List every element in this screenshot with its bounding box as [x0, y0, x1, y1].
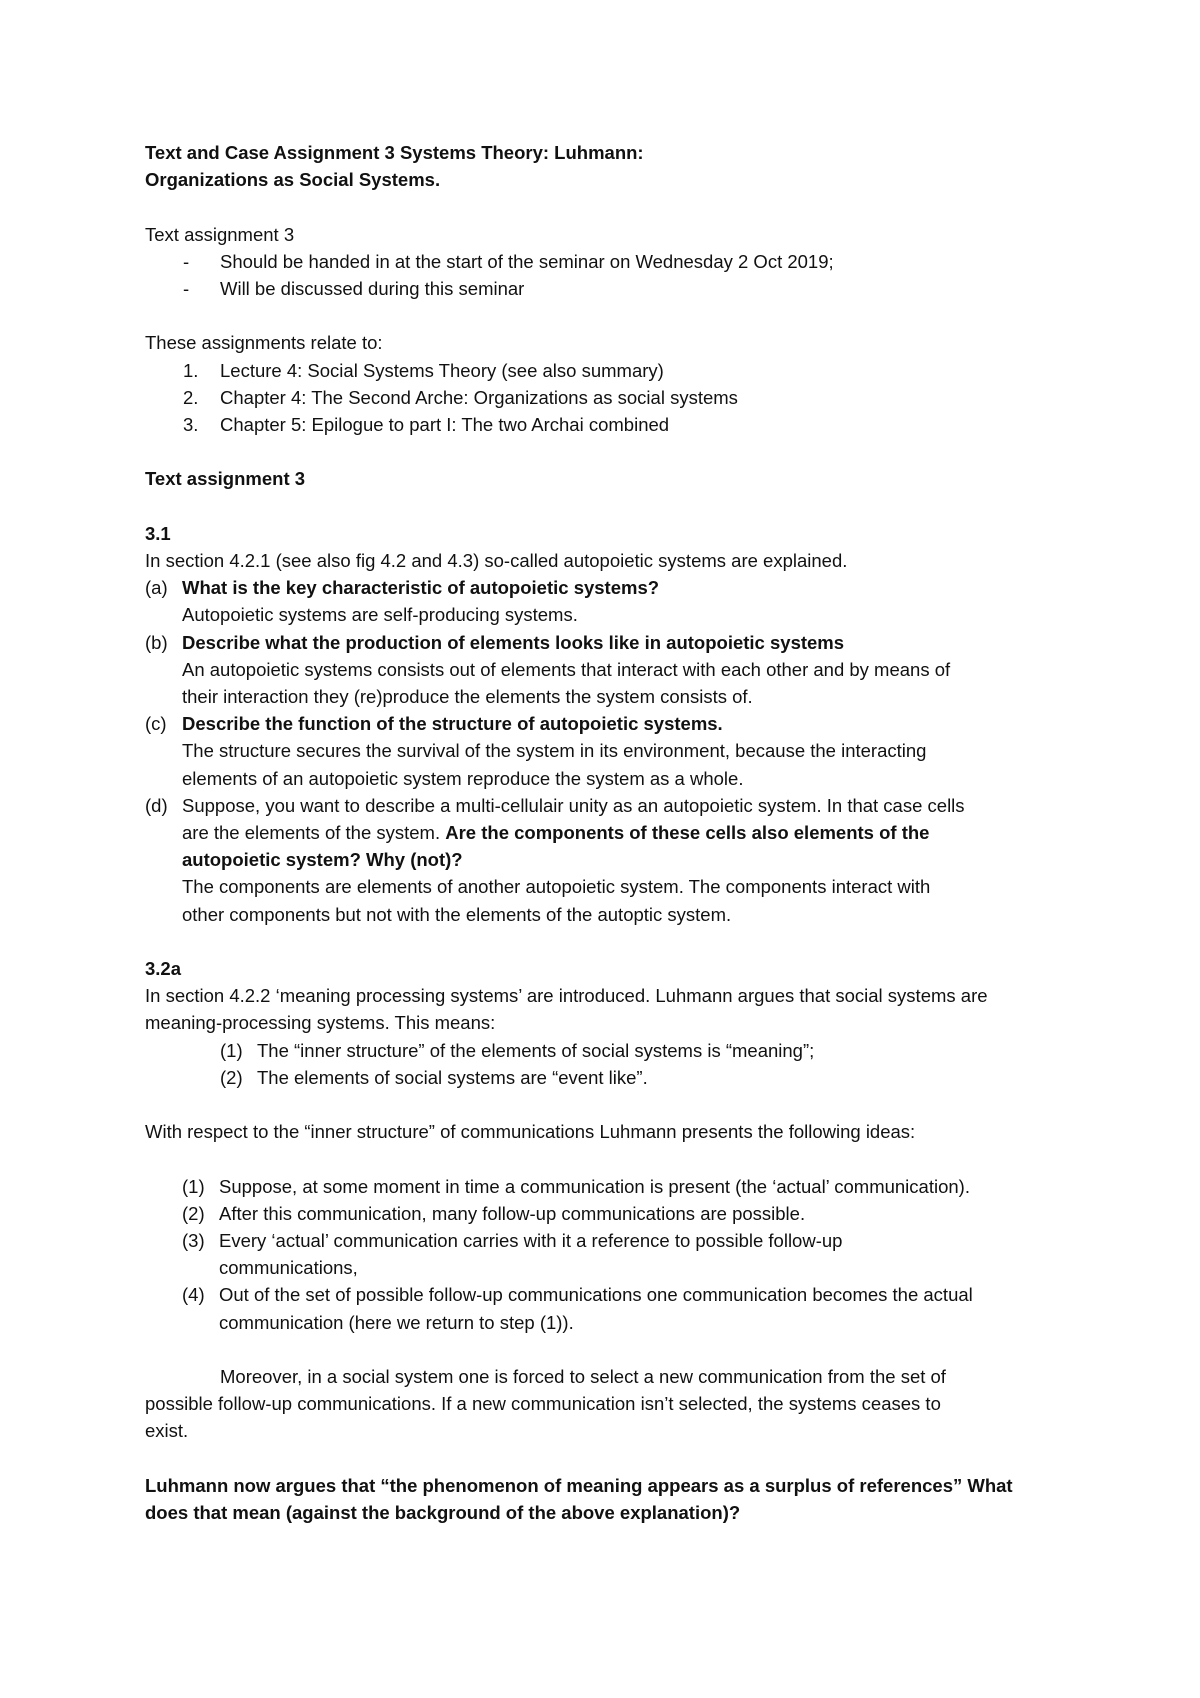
subquestion-b: [145, 629, 1085, 656]
item-number: (1): [220, 1039, 243, 1061]
answer-text: elements of an autopoietic system reproduce the system as a whole.: [182, 767, 744, 789]
spacer: [145, 302, 1085, 329]
spacer: [145, 493, 1085, 520]
doc-title-line-1: Text and Case Assignment 3 Systems Theory: Luhmann:: [145, 142, 644, 163]
item-text: Lecture 4: Social Systems Theory (see also summary): [220, 359, 664, 381]
spacer: [145, 1445, 1085, 1472]
item-text: Every ‘actual’ communication carries with it a reference to possible follow-up: [219, 1230, 843, 1252]
item-number: 3.: [183, 414, 199, 435]
item-number: 2.: [183, 386, 199, 408]
item-text: Chapter 5: Epilogue to part I: The two Archai combined: [220, 414, 670, 435]
means-item: [145, 1064, 1085, 1091]
item-number: (3): [182, 1230, 205, 1252]
means-item: [145, 1037, 1085, 1064]
answer-text: Autopoietic systems are self-producing systems.: [182, 604, 578, 626]
answer-text: The structure secures the survival of the system in its environment, because the interacting: [182, 740, 927, 762]
subquestion-text: What is the key characteristic of autopoietic systems?: [182, 577, 660, 599]
bold-question: Are the components of these cells also elements of the: [445, 822, 930, 844]
final-question-line: Luhmann now argues that “the phenomenon of meaning appears as a surplus of references” What: [145, 1474, 1013, 1496]
answer-text: An autopoietic systems consists out of elements that interact with each other and by means of: [182, 658, 951, 680]
relate-intro: These assignments relate to:: [145, 332, 383, 354]
spacer: [145, 928, 1085, 955]
question-3-1-label: 3.1: [145, 522, 171, 544]
bullet-text: Should be handed in at the start of the seminar on Wednesday 2 Oct 2019;: [220, 250, 834, 272]
subquestion-text-line: [145, 819, 1085, 846]
paragraph-line: possible follow-up communications. If a new communication isn’t selected, the systems ceases to: [145, 1393, 941, 1415]
subquestion-text: Describe the function of the structure of autopoietic systems.: [182, 713, 723, 735]
subquestion-label: (c): [145, 713, 167, 735]
document-body: [145, 139, 1085, 1526]
answer-text: their interaction they (re)produce the elements the system consists of.: [182, 686, 753, 707]
item-text: After this communication, many follow-up communications are possible.: [219, 1202, 806, 1224]
paragraph-line: In section 4.2.2 ‘meaning processing systems’ are introduced. Luhmann argues that social systems are: [145, 985, 988, 1007]
subquestion-label: (b): [145, 631, 168, 653]
bullet-dash: -: [183, 278, 190, 299]
bullet-dash: -: [183, 250, 190, 272]
bullet-item: [145, 248, 1085, 275]
subquestion-d: [145, 792, 1085, 819]
subquestion-a: [145, 574, 1085, 601]
item-text-continued: communications,: [219, 1257, 358, 1279]
paragraph-line: meaning-processing systems. This means:: [145, 1012, 496, 1034]
item-text: The “inner structure” of the elements of social systems is “meaning”;: [257, 1039, 815, 1061]
numbered-item: [145, 357, 1085, 384]
item-text: Out of the set of possible follow-up communications one communication becomes the actual: [219, 1284, 973, 1306]
plain-text: are the elements of the system.: [182, 822, 446, 844]
paragraph-line: Moreover, in a social system one is forced to select a new communication from the set of: [220, 1366, 946, 1388]
paragraph-line: With respect to the “inner structure” of communications Luhmann presents the following ideas:: [145, 1121, 916, 1143]
item-number: (2): [182, 1202, 205, 1224]
item-number: 1.: [183, 359, 199, 381]
question-3-1-intro: In section 4.2.1 (see also fig 4.2 and 4.3) so-called autopoietic systems are explained.: [145, 549, 848, 571]
idea-item: [145, 1227, 1085, 1254]
numbered-item: [145, 384, 1085, 411]
bullet-item: [145, 275, 1085, 302]
item-text: Suppose, at some moment in time a communication is present (the ‘actual’ communication).: [219, 1175, 970, 1197]
text-assignment-heading: Text assignment 3: [145, 223, 295, 245]
subquestion-text: Describe what the production of elements looks like in autopoietic systems: [182, 631, 845, 653]
paragraph-line: exist.: [145, 1420, 189, 1442]
subquestion-label: (d): [145, 794, 168, 816]
bold-question: autopoietic system? Why (not)?: [182, 849, 463, 871]
item-number: (4): [182, 1284, 205, 1306]
item-text: Chapter 4: The Second Arche: Organizations as social systems: [220, 386, 738, 408]
doc-title-line-2: Organizations as Social Systems.: [145, 169, 441, 191]
subquestion-text: Suppose, you want to describe a multi-cellulair unity as an autopoietic system. In that case cells: [182, 794, 965, 816]
bullet-text: Will be discussed during this seminar: [220, 278, 525, 299]
idea-item: [145, 1281, 1085, 1308]
spacer: [145, 1091, 1085, 1118]
spacer: [145, 193, 1085, 220]
item-number: (1): [182, 1175, 205, 1197]
subquestion-label: (a): [145, 577, 168, 599]
answer-text: The components are elements of another autopoietic system. The components interact with: [182, 876, 931, 898]
item-number: (2): [220, 1066, 243, 1088]
section-heading: Text assignment 3: [145, 468, 306, 490]
answer-text: other components but not with the elements of the autoptic system.: [182, 903, 732, 925]
idea-item: [145, 1200, 1085, 1227]
final-question-line: does that mean (against the background of the above explanation)?: [145, 1502, 741, 1524]
item-text: The elements of social systems are “event like”.: [257, 1066, 648, 1088]
spacer: [145, 1336, 1085, 1363]
idea-item: [145, 1173, 1085, 1200]
numbered-item: [145, 411, 1085, 438]
item-text-continued: communication (here we return to step (1)).: [219, 1311, 574, 1333]
spacer: [145, 438, 1085, 465]
spacer: [145, 1145, 1085, 1172]
subquestion-c: [145, 710, 1085, 737]
question-3-2a-label: 3.2a: [145, 958, 182, 980]
